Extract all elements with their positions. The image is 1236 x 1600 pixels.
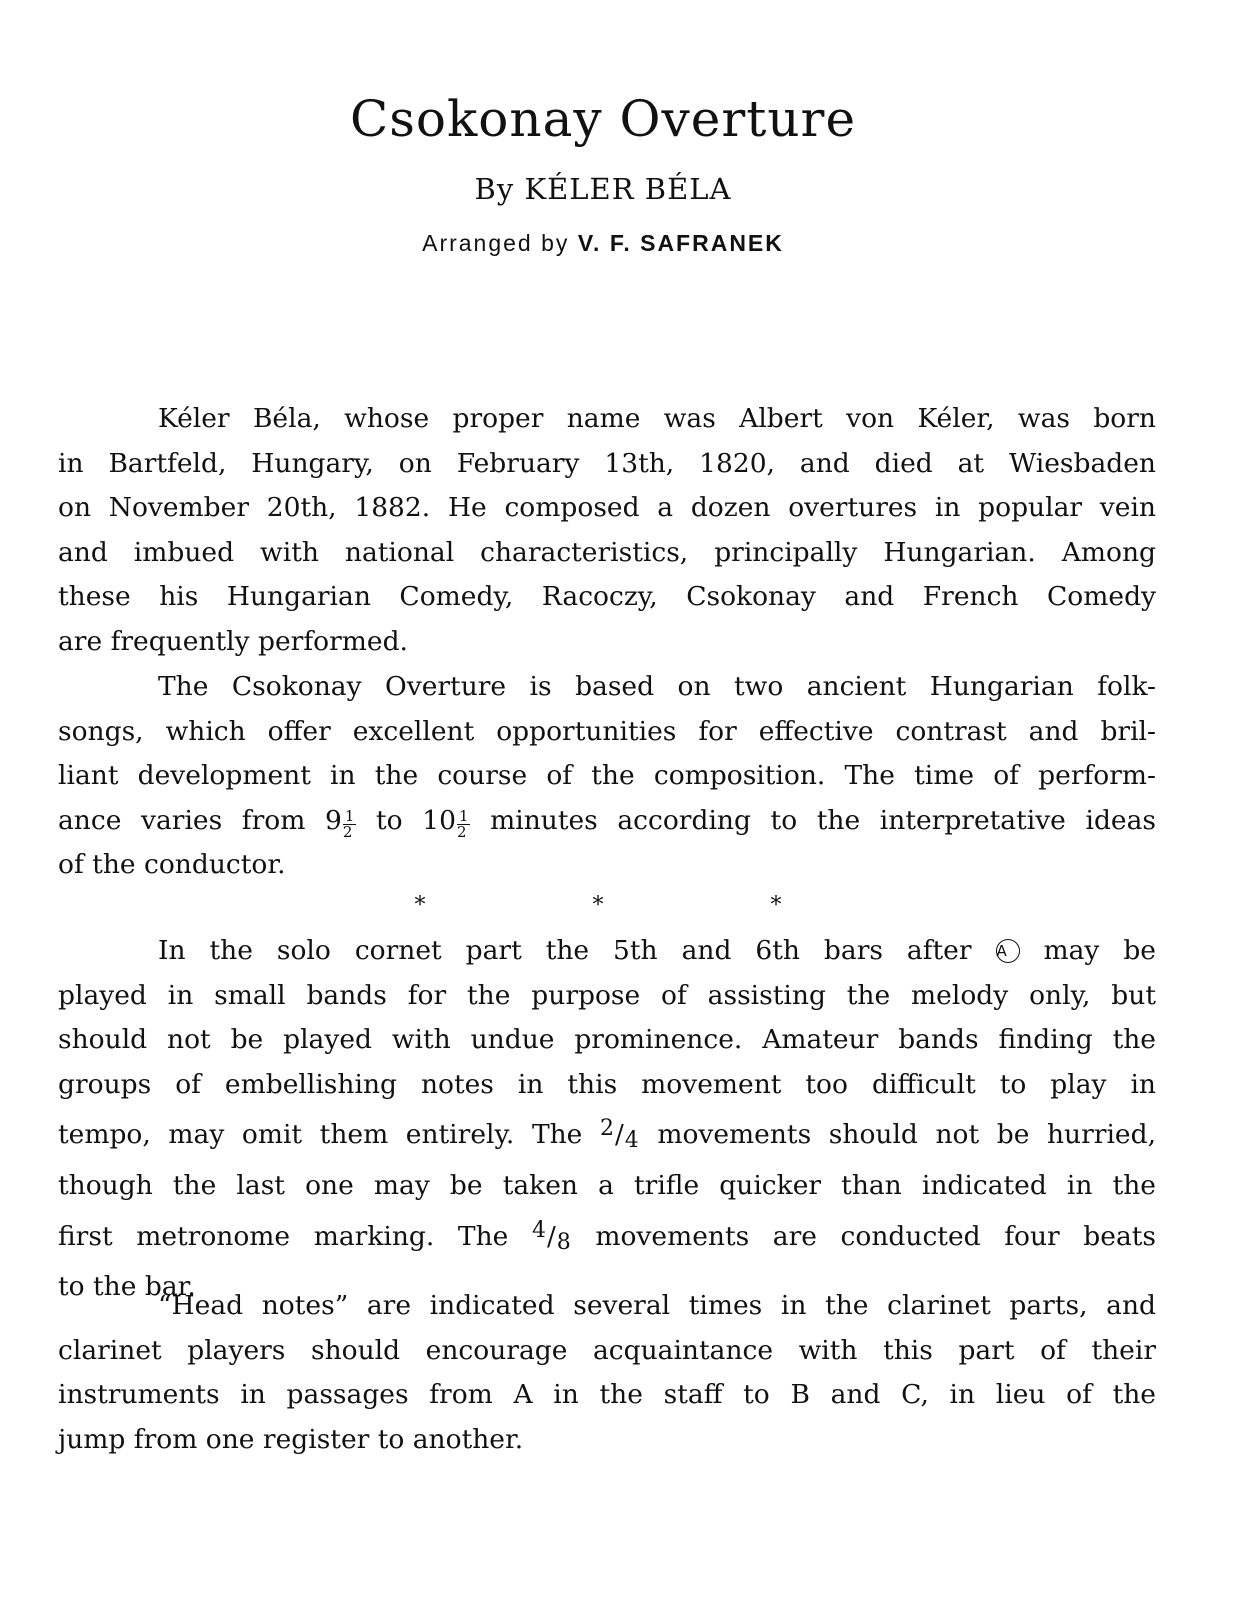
paragraph-performance-notes: [58, 929, 1156, 1310]
time-signature-top: 2: [599, 1116, 615, 1142]
paragraph-clarinet-notes: [58, 1284, 1156, 1462]
text-line: are frequently performed.: [58, 625, 408, 657]
paragraph-biography: [58, 397, 1156, 665]
text-line: of the conductor.: [58, 849, 286, 881]
text-line: [58, 1209, 1156, 1266]
arranger-line: [0, 230, 1206, 257]
text-line: songs, which offer excellent opportunities for effective contrast and bril-: [58, 715, 1156, 747]
paragraph-overture-description: [58, 665, 1156, 888]
text-line: [58, 1107, 1156, 1164]
text-line: [58, 799, 1156, 844]
time-signature-bottom: 4: [624, 1128, 640, 1154]
text-fragment: movements should not be hurried,: [639, 1119, 1156, 1151]
text-fragment: tempo, may omit them entirely. The: [58, 1119, 600, 1151]
text-line: in Bartfeld, Hungary, on February 13th, 1820, and died at Wiesbaden: [58, 447, 1156, 479]
text-line: on November 20th, 1882. He composed a dozen overtures in popular vein: [58, 492, 1156, 524]
text-line: to the bar.: [58, 1271, 196, 1303]
text-fragment: may be: [1019, 935, 1156, 966]
text-fragment: movements are conducted four beats: [571, 1220, 1156, 1252]
fraction-half: [342, 806, 357, 841]
text-line: Kéler Béla, whose proper name was Albert von Kéler, was born: [158, 403, 1156, 434]
text-fragment: first metronome marking. The: [58, 1220, 532, 1252]
time-signature-top: 4: [531, 1217, 547, 1243]
time-signature-four-eight: $^4/_8$: [531, 1217, 572, 1255]
text-line: though the last one may be taken a trifle quicker than indicated in the: [58, 1169, 1156, 1201]
fraction-numerator: 1: [344, 806, 355, 825]
text-fragment: ance varies from 9: [58, 804, 342, 836]
text-line: [58, 929, 1156, 974]
text-line: The Csokonay Overture is based on two ancient Hungarian folk-: [158, 671, 1156, 702]
text-line: clarinet players should encourage acquaintance with this part of their: [58, 1334, 1156, 1366]
time-signature-bottom: 8: [556, 1229, 572, 1255]
section-separator: * * *: [414, 893, 862, 918]
composer-byline: By KÉLER BÉLA: [474, 172, 732, 206]
time-signature-two-four: $^2/_4$: [599, 1116, 640, 1154]
page-title: Csokonay Overture: [349, 90, 857, 148]
text-line: “Head notes” are indicated several times in the clarinet parts, and: [158, 1290, 1156, 1321]
text-fragment: minutes according to the interpretative ideas: [470, 804, 1156, 836]
text-line: groups of embellishing notes in this movement too difficult to play in: [58, 1068, 1156, 1100]
text-line: played in small bands for the purpose of assisting the melody only, but: [58, 979, 1156, 1011]
text-line: liant development in the course of the composition. The time of perform-: [58, 760, 1156, 792]
fraction-denominator: 2: [342, 822, 353, 841]
arranger-prefix: Arranged by: [422, 230, 570, 256]
text-fragment: to 10: [356, 804, 456, 836]
text-line: instruments in passages from A in the staff to B and C, in lieu of the: [58, 1379, 1156, 1411]
fraction-numerator: 1: [458, 806, 469, 825]
text-fragment: In the solo cornet part the 5th and 6th bars after: [158, 935, 996, 966]
fraction-denominator: 2: [456, 822, 467, 841]
text-line: these his Hungarian Comedy, Racoczy, Csokonay and French Comedy: [58, 581, 1156, 613]
text-line: jump from one register to another.: [58, 1423, 524, 1455]
text-line: and imbued with national characteristics, principally Hungarian. Among: [58, 536, 1156, 568]
fraction-half: [456, 806, 471, 841]
rehearsal-mark: A: [996, 939, 1020, 963]
arranger-name: V. F. SAFRANEK: [577, 230, 784, 256]
text-line: should not be played with undue prominence. Amateur bands finding the: [58, 1024, 1156, 1056]
